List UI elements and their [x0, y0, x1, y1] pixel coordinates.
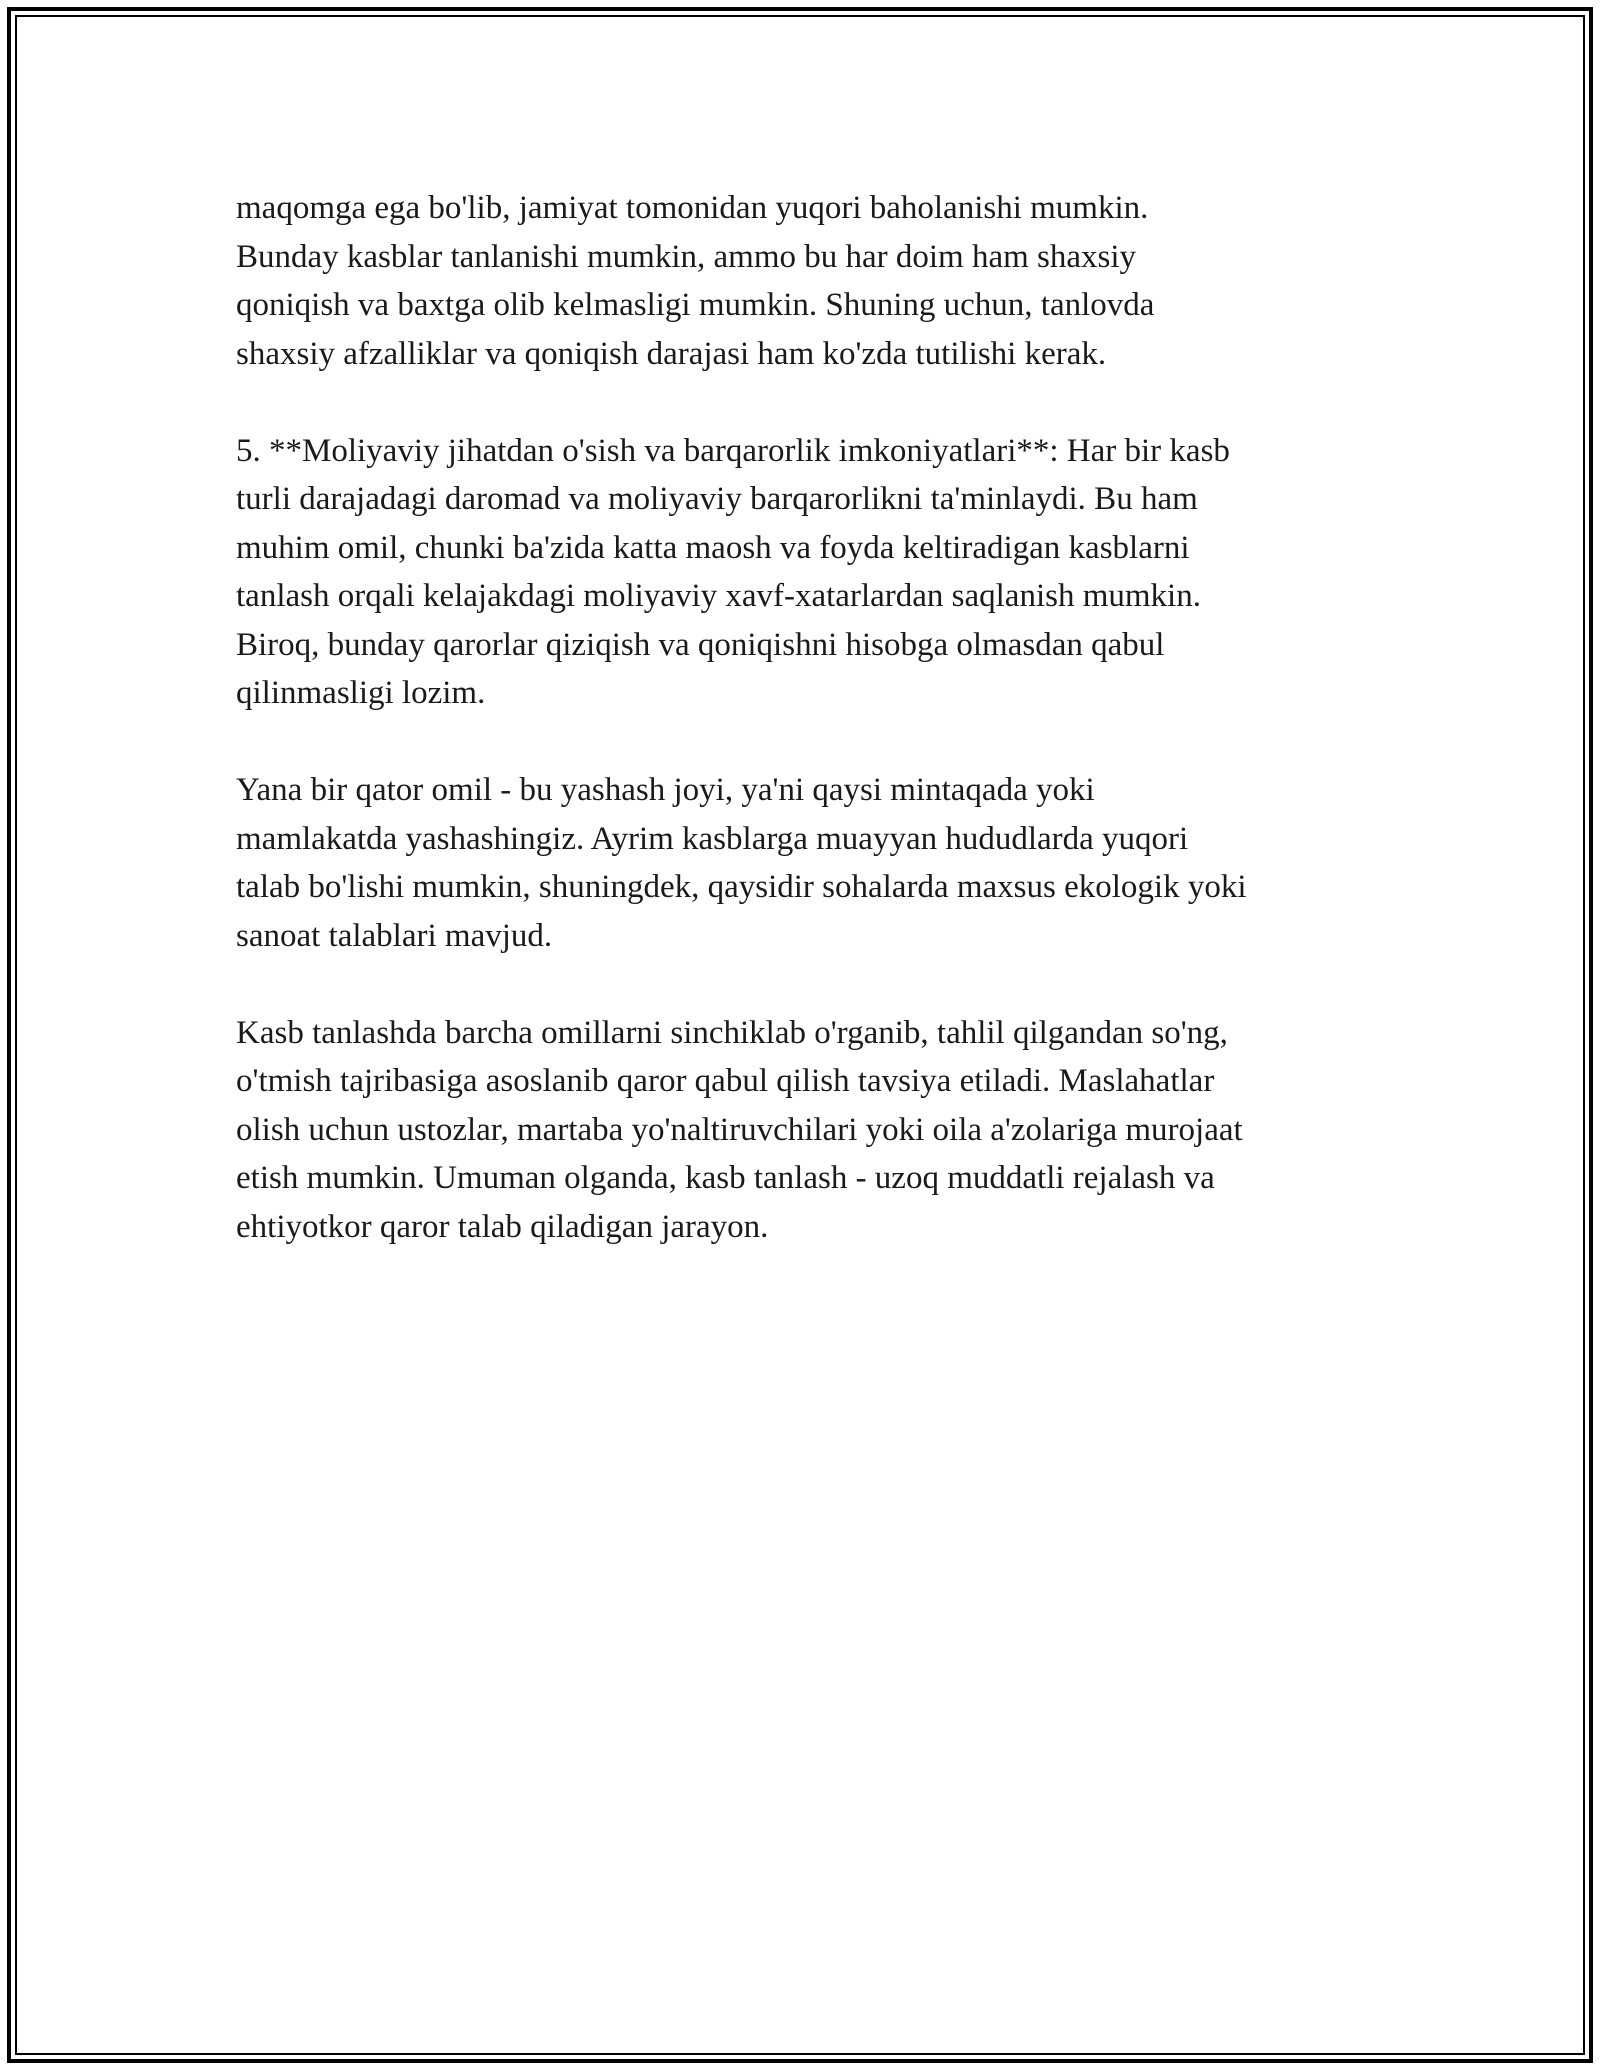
- text-line: Yana bir qator omil - bu yashash joyi, ya'ni qaysi mintaqada yoki: [236, 772, 1095, 808]
- paragraph-status-value: [236, 184, 1366, 378]
- paragraph-financial-growth: [236, 427, 1366, 718]
- text-line: talab bo'lishi mumkin, shuningdek, qaysidir sohalarda maxsus ekologik yoki: [236, 869, 1247, 905]
- paragraph-location: [236, 766, 1366, 960]
- document-body: [236, 184, 1366, 1300]
- text-line: Kasb tanlashda barcha omillarni sinchiklab o'rganib, tahlil qilgandan so'ng,: [236, 1014, 1228, 1051]
- text-line: etish mumkin. Umuman olganda, kasb tanlash - uzoq muddatli rejalash va: [236, 1160, 1215, 1196]
- text-line: tanlash orqali kelajakdagi moliyaviy xavf-xatarlardan saqlanish mumkin.: [236, 578, 1201, 614]
- text-line: maqomga ega bo'lib, jamiyat tomonidan yuqori baholanishi mumkin.: [236, 190, 1149, 226]
- text-line: qilinmasligi lozim.: [236, 675, 486, 711]
- text-line: sanoat talablari mavjud.: [236, 917, 553, 954]
- text-line: muhim omil, chunki ba'zida katta maosh va foyda keltiradigan kasblarni: [236, 529, 1190, 566]
- text-line: ehtiyotkor qaror talab qiladigan jarayon.: [236, 1208, 769, 1245]
- text-line: olish uchun ustozlar, martaba yo'naltiruvchilari yoki oila a'zolariga murojaat: [236, 1111, 1243, 1148]
- text-line: 5. **Moliyaviy jihatdan o'sish va barqarorlik imkoniyatlari**: Har bir kasb: [236, 432, 1230, 469]
- text-line: mamlakatda yashashingiz. Ayrim kasblarga muayyan hududlarda yuqori: [236, 820, 1189, 857]
- paragraph-conclusion: [236, 1009, 1366, 1252]
- text-line: shaxsiy afzalliklar va qoniqish darajasi ham ko'zda tutilishi kerak.: [236, 335, 1107, 372]
- text-line: qoniqish va baxtga olib kelmasligi mumkin. Shuning uchun, tanlovda: [236, 287, 1155, 323]
- text-line: Bunday kasblar tanlanishi mumkin, ammo bu har doim ham shaxsiy: [236, 238, 1137, 275]
- text-line: o'tmish tajribasiga asoslanib qaror qabul qilish tavsiya etiladi. Maslahatlar: [236, 1063, 1215, 1099]
- text-line: turli darajadagi daromad va moliyaviy barqarorlikni ta'minlaydi. Bu ham: [236, 481, 1198, 517]
- text-line: Biroq, bunday qarorlar qiziqish va qoniqishni hisobga olmasdan qabul: [236, 626, 1165, 663]
